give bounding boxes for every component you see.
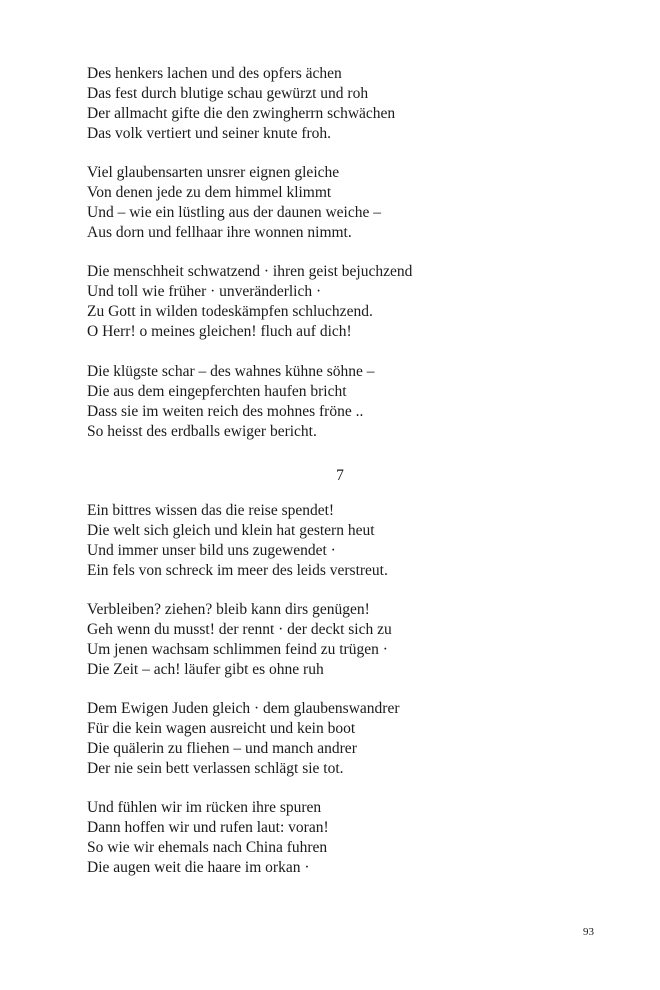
section-number: 7 [336,467,344,484]
stanza-2 [87,163,587,243]
verse-line: So wie wir ehemals nach China fuhren [87,839,328,856]
verse-line: Des henkers lachen und des opfers ächen [87,65,342,82]
verse-line: So heisst des erdballs ewiger bericht. [87,423,317,440]
stanza-4 [87,362,587,442]
verse-line: Dem Ewigen Juden gleich · dem glaubenswandrer [87,700,400,717]
verse-line: Für die kein wagen ausreicht und kein boot [87,720,356,737]
verse-line: Der nie sein bett verlassen schlägt sie tot. [87,760,344,777]
stanza-5 [87,501,587,581]
verse-line: Um jenen wachsam schlimmen feind zu trügen · [87,641,388,658]
verse-line: Und fühlen wir im rücken ihre spuren [87,799,322,816]
verse-line: Das fest durch blutige schau gewürzt und roh [87,85,369,102]
verse-line: Von denen jede zu dem himmel klimmt [87,184,332,201]
verse-line: Und immer unser bild uns zugewendet · [87,542,336,559]
verse-line: Die welt sich gleich und klein hat gestern heut [87,522,375,539]
verse-line: Die Zeit – ach! läufer gibt es ohne ruh [87,661,324,678]
verse-line: Die klügste schar – des wahnes kühne söhne – [87,363,375,380]
verse-line: Die augen weit die haare im orkan · [87,859,310,876]
verse-line: Die quälerin zu fliehen – und manch andrer [87,740,357,757]
verse-line: Und – wie ein lüstling aus der daunen weiche – [87,204,381,221]
verse-line: Aus dorn und fellhaar ihre wonnen nimmt. [87,224,352,241]
stanza-3 [87,262,587,342]
verse-line: O Herr! o meines gleichen! fluch auf dich! [87,323,352,340]
verse-line: Und toll wie früher · unveränderlich · [87,283,322,300]
verse-line: Ein fels von schreck im meer des leids verstreut. [87,562,388,579]
verse-line: Das volk vertiert und seiner knute froh. [87,125,332,142]
stanza-6 [87,600,587,680]
verse-line: Dass sie im weiten reich des mohnes fröne .. [87,403,364,420]
stanza-7 [87,699,587,779]
page-number: 93 [583,926,594,938]
verse-line: Der allmacht gifte die den zwingherrn schwächen [87,105,396,122]
stanza-8 [87,798,587,878]
verse-line: Zu Gott in wilden todeskämpfen schluchzend. [87,303,373,320]
verse-line: Ein bittres wissen das die reise spendet! [87,502,335,519]
verse-line: Dann hoffen wir und rufen laut: voran! [87,819,329,836]
stanza-1 [87,64,587,144]
verse-line: Geh wenn du musst! der rennt · der deckt sich zu [87,621,392,638]
verse-line: Die aus dem eingepferchten haufen bricht [87,383,347,400]
verse-line: Die menschheit schwatzend · ihren geist bejuchzend [87,263,413,280]
verse-line: Viel glaubensarten unsrer eignen gleiche [87,164,340,181]
verse-line: Verbleiben? ziehen? bleib kann dirs genügen! [87,601,370,618]
